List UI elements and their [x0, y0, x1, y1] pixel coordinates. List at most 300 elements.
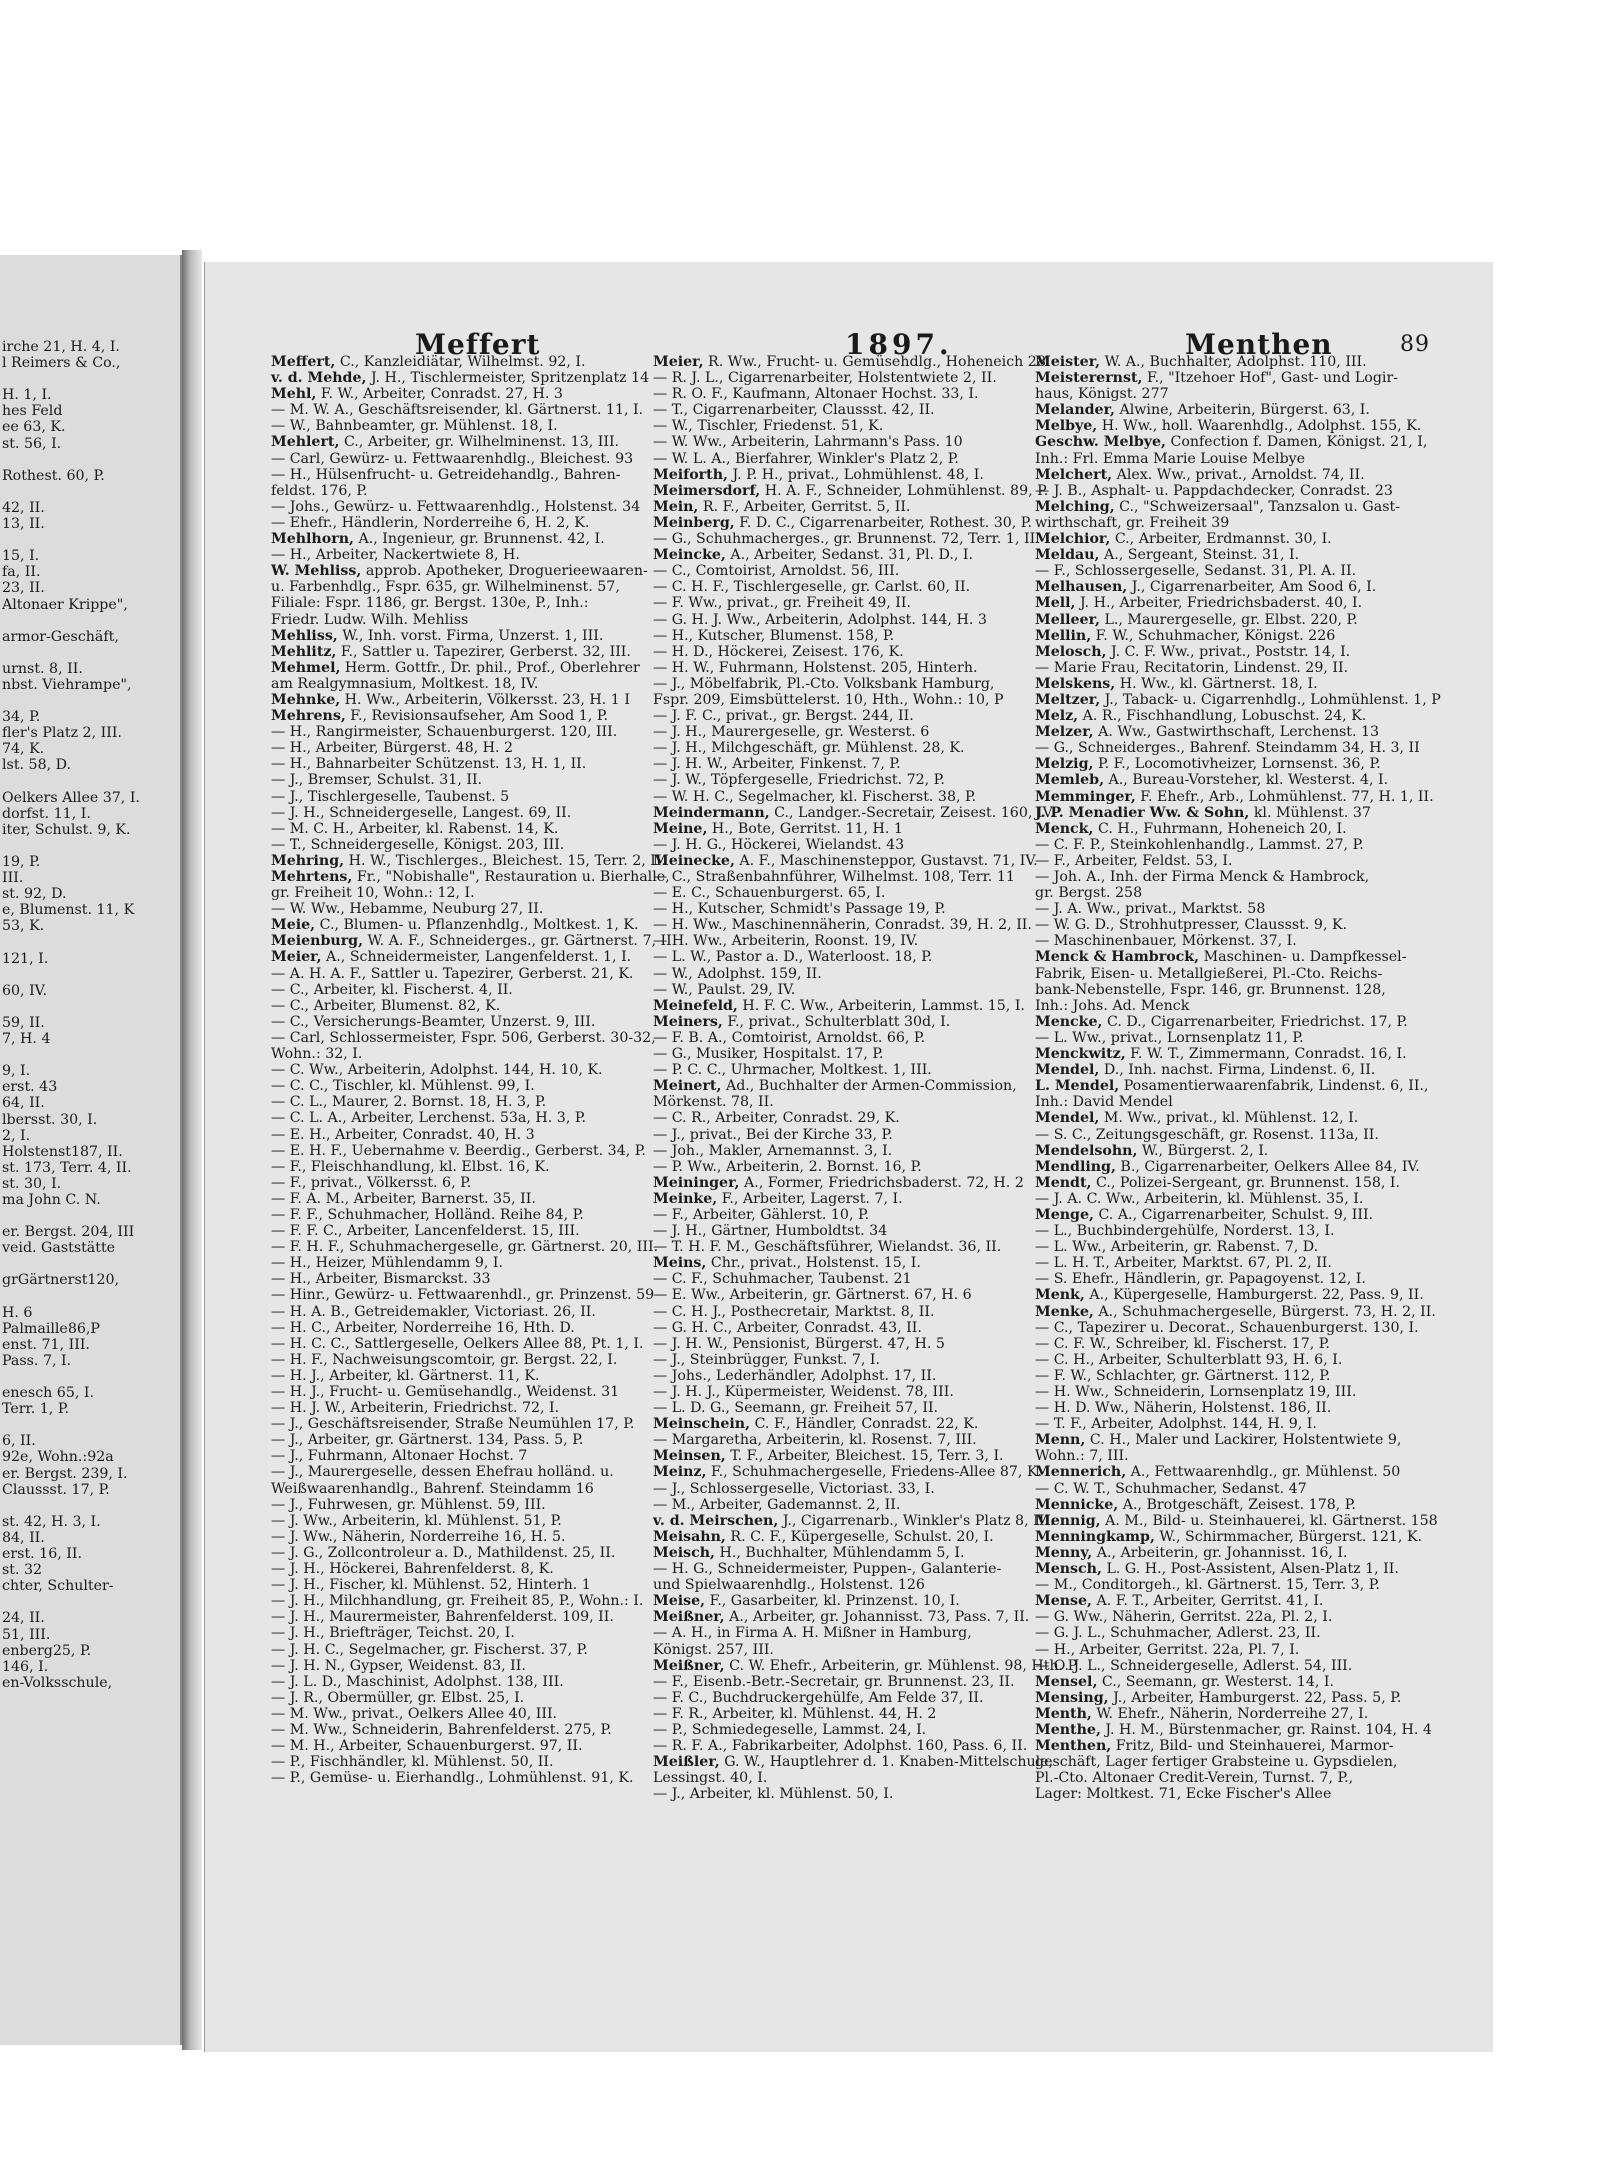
- entry-details: Filiale: Fspr. 1186, gr. Bergst. 130e, P., Inh.:: [271, 595, 589, 612]
- entry-details: — E. H. F., Uebernahme v. Beerdig., Gerberst. 34, P.: [271, 1142, 646, 1159]
- entry-details: — H. F., Nachweisungscomtoir, gr. Bergst. 22, I.: [271, 1351, 618, 1368]
- entry-surname: Mehnke,: [271, 691, 341, 708]
- entry-details: — J. H., Briefträger, Teichst. 20, I.: [271, 1625, 515, 1642]
- entry-details: — J., Fuhrwesen, gr. Mühlenst. 59, III.: [271, 1496, 546, 1513]
- entry-surname: Mendelsohn,: [1035, 1142, 1138, 1159]
- left-page-line: Oelkers Allee 37, I.: [2, 789, 140, 806]
- directory-entry: [653, 1159, 1033, 1175]
- entry-details: A., Arbeiterin, gr. Johannisst. 16, I.: [1092, 1544, 1348, 1561]
- directory-entry: [1035, 628, 1415, 644]
- directory-entry: [1035, 1400, 1415, 1416]
- entry-surname: Melchert,: [1035, 466, 1113, 483]
- entry-details: C. H., Maler und Lackirer, Holstentwiete 9,: [1085, 1432, 1402, 1449]
- entry-surname: Menge,: [1035, 1206, 1094, 1223]
- entry-details: — H., Arbeiter, Gerritst. 22a, Pl. 7, I.: [1035, 1641, 1300, 1658]
- entry-details: — J. H., Milchhandlung, gr. Freiheit 85, P., Wohn.: I.: [271, 1593, 644, 1610]
- directory-entry: [271, 531, 651, 547]
- entry-surname: Mendt,: [1035, 1174, 1092, 1191]
- entry-details: Posamentierwaarenfabrik, Lindenst. 6, II.,: [1119, 1078, 1429, 1095]
- directory-entry: [1035, 805, 1415, 821]
- entry-details: W., Bürgerst. 2, I.: [1137, 1142, 1269, 1159]
- directory-entry: [1035, 1738, 1415, 1754]
- entry-details: — F. R., Arbeiter, kl. Mühlenst. 44, H. 2: [653, 1705, 937, 1722]
- left-page-line: 64, II.: [2, 1095, 45, 1112]
- directory-entry: [1035, 1014, 1415, 1030]
- right-page: [204, 262, 1493, 2052]
- entry-details: Fritz, Bild- und Steinhauerei, Marmor-: [1111, 1738, 1394, 1755]
- directory-entry: [653, 1609, 1033, 1625]
- entry-details: H. A. F., Schneider, Lohmühlenst. 89, P.: [760, 482, 1049, 499]
- directory-column-3: [1035, 354, 1441, 1803]
- entry-details: — C., Comtoirist, Arnoldst. 56, III.: [653, 563, 900, 580]
- directory-entry: [271, 1159, 651, 1175]
- directory-entry: [653, 1593, 1033, 1609]
- entry-details: A., Arbeiter, gr. Johannisst. 73, Pass. 7, II.: [724, 1609, 1030, 1626]
- entry-details: Lessingst. 40, I.: [653, 1770, 768, 1787]
- left-page-line: st. 30, I.: [2, 1175, 62, 1192]
- entry-surname: Mehlhorn,: [271, 531, 354, 548]
- entry-details: C., Landger.-Secretair, Zeisest. 160, IV.: [769, 804, 1055, 821]
- left-page-line: [2, 1369, 178, 1385]
- left-page-line: fler's Platz 2, III.: [2, 725, 122, 742]
- entry-details: — J. H. N., Gypser, Weidenst. 83, II.: [271, 1657, 526, 1674]
- directory-entry: [1035, 1593, 1415, 1609]
- entry-details: — G. H. J. Ww., Arbeiterin, Adolphst. 144, H. 3: [653, 611, 987, 628]
- header-left-keyword: Meffert: [415, 328, 541, 361]
- entry-details: — C., Straßenbahnführer, Wilhelmst. 108, Terr. 11: [653, 869, 1015, 885]
- directory-entry: [271, 1545, 651, 1561]
- entry-details: Weißwaarenhandlg., Bahrenf. Steindamm 16: [271, 1480, 594, 1497]
- entry-surname: Meinecke,: [653, 852, 735, 869]
- left-page-line: [2, 693, 178, 709]
- entry-details: — J. L. D., Maschinist, Adolphst. 138, III.: [271, 1673, 564, 1690]
- left-page-line: [2, 1498, 178, 1514]
- entry-details: — Hinr., Gewürz- u. Fettwaarenhdl., gr. Prinzenst. 59: [271, 1287, 655, 1304]
- left-page-line: [2, 645, 178, 661]
- entry-surname: Menk,: [1035, 1287, 1085, 1304]
- directory-entry: [271, 724, 651, 740]
- left-page-line: 24, II.: [2, 1610, 45, 1627]
- entry-details: am Realgymnasium, Moltkest. 18, IV.: [271, 675, 539, 692]
- directory-entry: [653, 563, 1033, 579]
- directory-entry: [653, 1078, 1033, 1094]
- directory-entry: [1035, 691, 1441, 708]
- left-page-line: Palmaille86,P: [2, 1320, 100, 1337]
- directory-entry: [653, 885, 1033, 901]
- entry-details: — W., Tischler, Friedenst. 51, K.: [653, 418, 884, 435]
- left-page-line: ma John C. N.: [2, 1191, 101, 1208]
- directory-entry: [271, 869, 670, 885]
- entry-surname: Menck & Hambrock,: [1035, 949, 1200, 966]
- directory-entry: [1035, 1384, 1415, 1400]
- entry-surname: Mendel,: [1035, 1110, 1100, 1127]
- directory-entry: [271, 1062, 651, 1078]
- entry-details: A. Ww., Gastwirthschaft, Lerchenst. 13: [1093, 724, 1380, 741]
- directory-entry: [653, 1062, 1033, 1078]
- directory-entry: [271, 1078, 651, 1094]
- directory-entry: [1035, 1046, 1415, 1062]
- entry-details: — W., Adolphst. 159, II.: [653, 965, 822, 982]
- entry-surname: Meier,: [653, 354, 704, 370]
- entry-details: H. F. C. Ww., Arbeiterin, Lammst. 15, I.: [737, 997, 1025, 1014]
- directory-entry: [1035, 1223, 1415, 1239]
- left-page-line: [2, 1047, 178, 1063]
- directory-entry: [1035, 1528, 1423, 1545]
- directory-entry: [271, 1674, 651, 1690]
- entry-details: — H. W., Fuhrmann, Holstenst. 205, Hinterh.: [653, 659, 978, 676]
- entry-details: C. H., Fuhrmann, Hoheneich 20, I.: [1093, 820, 1347, 837]
- entry-details: — Johs., Lederhändler, Adolphst. 17, II.: [653, 1367, 937, 1384]
- left-page-line: 2, I.: [2, 1127, 31, 1144]
- directory-entry: [271, 370, 651, 386]
- directory-entry: [271, 901, 651, 917]
- directory-entry: [1035, 1448, 1415, 1464]
- entry-details: — H., Rangirmeister, Schauenburgerst. 120, III.: [271, 724, 618, 741]
- directory-entry: [653, 998, 1033, 1014]
- entry-details: — J. H. J., Küpermeister, Weidenst. 78, III.: [653, 1384, 954, 1400]
- entry-details: J. C. F. Ww., privat., Poststr. 14, I.: [1106, 643, 1351, 660]
- directory-entry: [1035, 740, 1420, 757]
- entry-surname: Meinefeld,: [653, 997, 738, 1014]
- entry-details: — G., Musiker, Hospitalst. 17, P.: [653, 1046, 884, 1063]
- entry-surname: Meinberg,: [653, 514, 735, 531]
- left-page-line: 7, H. 4: [2, 1031, 51, 1048]
- entry-surname: Meinz,: [653, 1464, 707, 1481]
- entry-details: F. W. T., Zimmermann, Conradst. 16, I.: [1125, 1046, 1407, 1063]
- directory-entry: [271, 644, 651, 660]
- entry-details: — R. O. F., Kaufmann, Altonaer Hochst. 33, I.: [653, 386, 979, 403]
- entry-details: — Carl, Gewürz- u. Fettwaarenhdlg., Bleichest. 93: [271, 450, 634, 467]
- entry-details: gr. Freiheit 10, Wohn.: 12, I.: [271, 885, 475, 902]
- entry-details: — J., Tischlergeselle, Taubenst. 5: [271, 788, 510, 805]
- left-page-line: 9, I.: [2, 1063, 31, 1080]
- entry-surname: Meimersdorf,: [653, 482, 761, 499]
- entry-surname: W. Mehliss,: [271, 563, 362, 580]
- entry-details: — C., Versicherungs-Beamter, Unzerst. 9, III.: [271, 1013, 596, 1030]
- directory-entry: [271, 1432, 651, 1448]
- entry-surname: Melhausen,: [1035, 579, 1128, 596]
- entry-details: — C. Ww., Arbeiterin, Adolphst. 144, H. 10, K.: [271, 1062, 603, 1079]
- entry-details: — F. H. F., Schuhmachergeselle, gr. Gärtnerst. 20, III.: [271, 1239, 659, 1256]
- entry-surname: Meinsen,: [653, 1448, 726, 1465]
- directory-entry: [1035, 1481, 1415, 1497]
- directory-entry: [271, 708, 651, 724]
- entry-details: A. F. T., Arbeiter, Gerritst. 41, I.: [1092, 1593, 1324, 1610]
- directory-entry: [271, 1110, 651, 1126]
- entry-surname: Menth,: [1035, 1705, 1092, 1722]
- entry-details: F. W., Schuhmacher, Königst. 226: [1091, 627, 1336, 644]
- directory-entry: [653, 644, 1033, 660]
- entry-details: F. W., Arbeiter, Conradst. 27, H. 3: [316, 386, 563, 403]
- directory-entry: [1035, 869, 1415, 885]
- entry-surname: Memminger,: [1035, 788, 1136, 805]
- entry-details: — W., Bahnbeamter, gr. Mühlenst. 18, I.: [271, 418, 558, 435]
- entry-details: J., Taback- u. Cigarrenhdlg., Lohmühlenst. 1, P: [1100, 691, 1441, 708]
- directory-entry: [1035, 1094, 1415, 1110]
- directory-entry: [271, 933, 672, 950]
- entry-details: J., Arbeiter, Hamburgerst. 22, Pass. 5, P.: [1108, 1689, 1402, 1706]
- entry-details: J. H., Tischlermeister, Spritzenplatz 14: [366, 370, 650, 387]
- directory-entry: [653, 1754, 1054, 1771]
- entry-details: Ad., Buchhalter der Armen-Commission,: [721, 1078, 1017, 1095]
- directory-entry: [1035, 724, 1415, 740]
- entry-details: — T., Cigarrenarbeiter, Claussst. 42, II.: [653, 402, 935, 419]
- entry-surname: Meininger,: [653, 1174, 740, 1191]
- entry-details: B., Cigarrenarbeiter, Oelkers Allee 84, IV.: [1115, 1158, 1420, 1175]
- entry-details: — T., Schneidergeselle, Königst. 203, III.: [271, 836, 565, 853]
- entry-details: — C. W. T., Schuhmacher, Sedanst. 47: [1035, 1480, 1307, 1497]
- directory-entry: [271, 1722, 651, 1738]
- directory-entry: [653, 660, 1033, 676]
- entry-surname: Mennerich,: [1035, 1464, 1127, 1481]
- entry-details: J., Cigarrenarb., Winkler's Platz 8, III.: [778, 1512, 1055, 1529]
- entry-surname: Meinke,: [653, 1190, 718, 1207]
- directory-entry: [653, 628, 1033, 644]
- entry-details: — F., Eisenb.-Betr.-Secretair, gr. Brunnenst. 23, II.: [653, 1673, 1015, 1690]
- entry-surname: Meisahn,: [653, 1528, 726, 1545]
- entry-details: — C., Arbeiter, kl. Fischerst. 4, II.: [271, 981, 513, 998]
- entry-details: F. D. C., Cigarrenarbeiter, Rothest. 30, P.: [734, 514, 1032, 531]
- directory-entry: [653, 1657, 1078, 1674]
- directory-entry: [1035, 370, 1415, 386]
- directory-entry: [271, 579, 651, 595]
- left-page-line: veid. Gaststätte: [2, 1240, 116, 1257]
- directory-entry: [1035, 644, 1415, 660]
- directory-entry: [1035, 1062, 1415, 1078]
- entry-surname: Meinert,: [653, 1078, 722, 1095]
- entry-details: — J. G., Zollcontroleur a. D., Mathildenst. 25, II.: [271, 1544, 616, 1561]
- entry-details: — W. Ww., Arbeiterin, Lahrmann's Pass. 10: [653, 434, 963, 451]
- entry-details: — Ehefr., Händlerin, Norderreihe 6, H. 2, K.: [271, 514, 590, 531]
- directory-entry: [1035, 1336, 1415, 1352]
- entry-details: A., Former, Friedrichsbaderst. 72, H. 2: [739, 1174, 1024, 1191]
- directory-entry: [271, 354, 651, 370]
- directory-entry: [653, 933, 1033, 949]
- directory-entry: [271, 1481, 651, 1497]
- directory-entry: [653, 1786, 1033, 1802]
- directory-entry: [271, 434, 651, 450]
- entry-details: — H., Arbeiter, Nackertwiete 8, H.: [271, 547, 520, 564]
- directory-entry: [271, 1175, 651, 1191]
- entry-details: — H., Kutscher, Schmidt's Passage 19, P.: [653, 901, 946, 918]
- entry-details: — H. Ww., Schneiderin, Lornsenplatz 19, III.: [1035, 1384, 1357, 1400]
- left-page-line: 92e, Wohn.:92a: [2, 1449, 114, 1466]
- entry-details: — F. W., Schlachter, gr. Gärtnerst. 112, P.: [1035, 1367, 1331, 1384]
- entry-surname: Meißler,: [653, 1754, 720, 1771]
- directory-entry: [1035, 966, 1415, 982]
- directory-entry: [271, 789, 651, 805]
- entry-details: — C., Tapezirer u. Decorat., Schauenburgerst. 130, I.: [1035, 1319, 1419, 1336]
- directory-entry: [653, 1110, 1033, 1126]
- directory-entry: [271, 1384, 651, 1400]
- directory-entry: [653, 869, 1033, 885]
- directory-entry: [271, 467, 651, 483]
- directory-entry: [1035, 1271, 1415, 1287]
- entry-surname: v. d. Mehde,: [271, 370, 367, 387]
- entry-details: Friedr. Ludw. Wilh. Mehliss: [271, 611, 469, 628]
- entry-details: — J. H., Maurergeselle, gr. Westerst. 6: [653, 724, 930, 741]
- directory-entry: [271, 386, 651, 402]
- entry-details: G. W., Hauptlehrer d. 1. Knaben-Mittelschule,: [719, 1754, 1054, 1771]
- left-page-line: e, Blumenst. 11, K: [2, 902, 135, 919]
- entry-details: — J. H. W., Arbeiter, Finkenst. 7, P.: [653, 756, 901, 773]
- entry-details: F., Arbeiter, Lagerst. 7, I.: [717, 1190, 903, 1207]
- entry-details: Königst. 257, III.: [653, 1641, 774, 1658]
- entry-details: Fspr. 209, Eimsbüttelerst. 10, Hth., Wohn.: 10, P: [653, 691, 1004, 708]
- entry-details: F., Sattler u. Tapezirer, Gerberst. 32, III.: [336, 643, 631, 660]
- entry-details: — M., Arbeiter, Gademannst. 2, II.: [653, 1496, 901, 1513]
- directory-entry: [271, 499, 651, 515]
- entry-details: — J. Ww., Arbeiterin, kl. Mühlenst. 51, P.: [271, 1512, 562, 1529]
- directory-entry: [653, 1046, 1033, 1062]
- directory-entry: [1035, 1239, 1415, 1255]
- directory-entry: [1035, 451, 1415, 467]
- entry-details: — J. W., Töpfergeselle, Friedrichst. 72, P.: [653, 772, 945, 789]
- directory-entry: [653, 402, 1033, 418]
- page-number: 89: [1400, 332, 1430, 357]
- entry-details: und Spielwaarenhdlg., Holstenst. 126: [653, 1577, 925, 1594]
- entry-details: — H. A. B., Getreidemakler, Victoriast. 26, II.: [271, 1303, 596, 1320]
- directory-entry: [1035, 1464, 1415, 1480]
- left-page-line: III.: [2, 870, 24, 887]
- entry-details: — T. H. F. M., Geschäftsführer, Wielandst. 36, II.: [653, 1239, 1002, 1256]
- entry-details: T. F., Arbeiter, Bleichest. 15, Terr. 3, I.: [725, 1448, 1004, 1465]
- entry-surname: Meinschein,: [653, 1416, 751, 1433]
- directory-entry: [1035, 885, 1415, 901]
- entry-details: — R. F. A., Fabrikarbeiter, Adolphst. 160, Pass. 6, II.: [653, 1738, 1028, 1755]
- directory-entry: [1035, 1721, 1432, 1738]
- entry-details: — H. G., Schneidermeister, Puppen-, Galanterie-: [653, 1561, 1002, 1578]
- left-page-line: st. 173, Terr. 4, II.: [2, 1159, 132, 1176]
- left-page-line: 42, II.: [2, 499, 45, 516]
- entry-details: Chr., privat., Holstenst. 15, I.: [706, 1255, 921, 1272]
- directory-entry: [271, 1754, 651, 1770]
- directory-entry: [653, 1512, 1055, 1529]
- entry-details: Alwine, Arbeiterin, Bürgerst. 63, I.: [1114, 402, 1370, 419]
- entry-details: F., "Itzehoer Hof", Gast- und Logir-: [1142, 370, 1399, 387]
- left-page-line: 84, II.: [2, 1529, 45, 1546]
- directory-entry: [653, 789, 1033, 805]
- directory-entry: [653, 1352, 1033, 1368]
- entry-details: — F. F., Schuhmacher, Holländ. Reihe 84, P.: [271, 1206, 584, 1223]
- directory-entry: [653, 515, 1033, 531]
- entry-details: — J. H., Schneidergeselle, Langest. 69, II.: [271, 804, 572, 821]
- entry-details: — W. Ww., Hebamme, Neuburg 27, II.: [271, 901, 544, 918]
- entry-details: — F., Arbeiter, Gählerst. 10, P.: [653, 1206, 870, 1223]
- entry-surname: Mendel,: [1035, 1062, 1100, 1079]
- directory-entry: [1035, 1319, 1419, 1336]
- entry-surname: Meltzer,: [1035, 691, 1101, 708]
- directory-entry: [653, 1223, 1033, 1239]
- directory-entry: [653, 418, 1033, 434]
- directory-entry: [1035, 933, 1415, 949]
- entry-details: — S. C., Zeitungsgeschäft, gr. Rosenst. 113a, II.: [1035, 1126, 1379, 1143]
- left-page-line: 74, K.: [2, 741, 45, 758]
- entry-details: F., Schuhmachergeselle, Friedens-Allee 87, K.: [706, 1464, 1043, 1481]
- entry-details: — H. C. C., Sattlergeselle, Oelkers Allee 88, Pt. 1, I.: [271, 1335, 644, 1352]
- entry-details: — F. B. A., Comtoirist, Arnoldst. 66, P.: [653, 1029, 926, 1046]
- left-page-line: enberg25, P.: [2, 1642, 92, 1659]
- entry-details: A., Arbeiter, Sedanst. 31, Pl. D., I.: [725, 547, 974, 564]
- directory-entry: [271, 1029, 656, 1046]
- entry-details: — H. C., Arbeiter, Norderreihe 16, Hth. D.: [271, 1319, 575, 1336]
- entry-details: — J. B., Asphalt- u. Pappdachdecker, Conradst. 23: [1035, 482, 1393, 499]
- directory-entry: [653, 740, 1033, 756]
- directory-entry: [1035, 982, 1415, 998]
- directory-entry: [271, 885, 651, 901]
- left-page-line: grGärtnerst120,: [2, 1272, 120, 1289]
- entry-details: — H. D., Höckerei, Zeisest. 176, K.: [653, 643, 904, 660]
- entry-surname: Meiforth,: [653, 466, 728, 483]
- directory-entry: [1035, 853, 1415, 869]
- entry-surname: Mensch,: [1035, 1561, 1102, 1578]
- entry-details: C., Arbeiter, gr. Wilhelminenst. 13, III.: [339, 434, 620, 451]
- entry-surname: Menckwitz,: [1035, 1046, 1126, 1063]
- entry-details: Mörkenst. 78, II.: [653, 1094, 774, 1111]
- directory-entry: [271, 949, 651, 965]
- directory-entry: [271, 676, 651, 692]
- entry-details: — Carl, Schlossermeister, Fspr. 506, Gerberst. 30-32,: [271, 1029, 656, 1046]
- directory-entry: [1035, 612, 1415, 628]
- directory-entry: [653, 547, 1033, 563]
- left-page-line: chter, Schulter-: [2, 1578, 114, 1595]
- entry-details: — H., Bahnarbeiter Schützenst. 13, H. 1, II.: [271, 756, 587, 773]
- entry-details: bank-Nebenstelle, Fspr. 146, gr. Brunnenst. 128,: [1035, 981, 1386, 998]
- directory-entry: [653, 1561, 1033, 1577]
- left-page-line: st. 42, H. 3, I.: [2, 1513, 101, 1530]
- directory-entry: [1035, 515, 1415, 531]
- directory-entry: [1035, 434, 1428, 451]
- entry-details: — F. A. M., Arbeiter, Barnerst. 35, II.: [271, 1190, 536, 1207]
- entry-surname: Mensel,: [1035, 1673, 1098, 1690]
- directory-entry: [271, 1416, 651, 1432]
- left-page-line: st. 56, I.: [2, 435, 62, 452]
- directory-entry: [271, 692, 651, 708]
- directory-entry: [653, 1014, 1033, 1030]
- left-page-line: 53, K.: [2, 918, 45, 935]
- directory-entry: [271, 1368, 651, 1384]
- left-page-line: Holstenst187, II.: [2, 1143, 123, 1160]
- entry-details: — J., Fuhrmann, Altonaer Hochst. 7: [271, 1448, 528, 1465]
- left-page-line: 60, IV.: [2, 982, 47, 999]
- entry-details: — Margaretha, Arbeiterin, kl. Rosenst. 7, III.: [653, 1432, 977, 1449]
- left-page-line: hes Feld: [2, 403, 63, 420]
- entry-details: — F., privat., Völkersst. 6, P.: [271, 1174, 472, 1191]
- directory-entry: [653, 1577, 1033, 1593]
- directory-entry: [1035, 1175, 1415, 1191]
- directory-entry: [653, 1030, 1033, 1046]
- directory-entry: [1035, 499, 1415, 515]
- entry-details: — L. H. T., Arbeiter, Marktst. 67, Pl. 2, II.: [1035, 1255, 1332, 1272]
- left-page-line: 6, II.: [2, 1433, 36, 1450]
- directory-entry: [1035, 949, 1415, 965]
- left-page-line: dorfst. 11, I.: [2, 805, 91, 822]
- entry-details: geschäft, Lager fertiger Grabsteine u. Gypsdielen,: [1035, 1754, 1398, 1771]
- entry-details: — J. H., Höckerei, Bahrenfelderst. 8, K.: [271, 1561, 554, 1578]
- directory-entry: [1035, 788, 1434, 805]
- entry-details: — J., Arbeiter, gr. Gärtnerst. 134, Pass. 5, P.: [271, 1432, 584, 1449]
- left-page-line: [2, 1289, 178, 1305]
- entry-details: gr. Bergst. 258: [1035, 885, 1143, 902]
- directory-entry: [1035, 1110, 1415, 1126]
- directory-entry: [271, 1577, 651, 1593]
- entry-details: — E. Ww., Arbeiterin, gr. Gärtnerst. 67, H. 6: [653, 1287, 972, 1304]
- entry-surname: Melching,: [1035, 498, 1115, 515]
- directory-entry: [653, 1336, 1033, 1352]
- entry-details: — Johs., Gewürz- u. Fettwaarenhdlg., Holstenst. 34: [271, 498, 641, 515]
- entry-details: F., Gasarbeiter, kl. Prinzenst. 10, I.: [705, 1593, 960, 1610]
- entry-details: — J. H., Gärtner, Humboldtst. 34: [653, 1223, 888, 1240]
